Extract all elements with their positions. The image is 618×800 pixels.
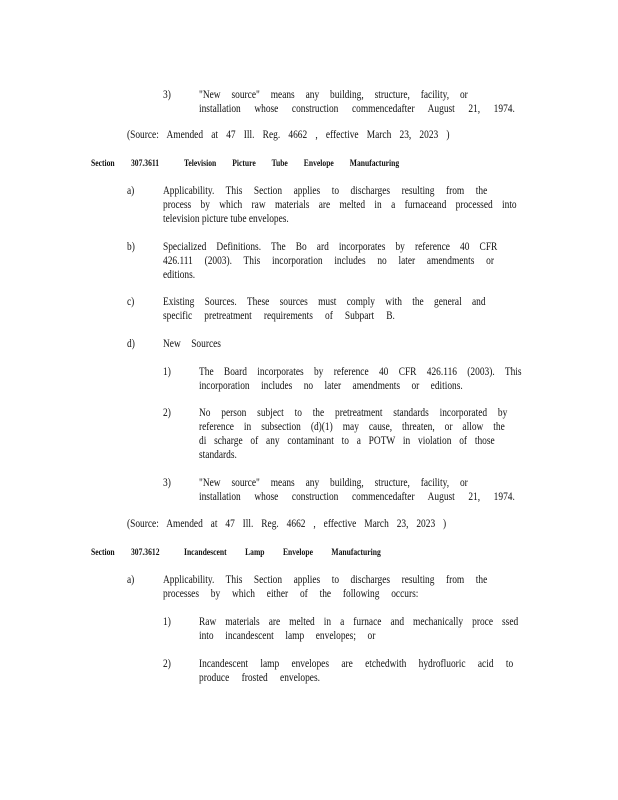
section-label: Section — [91, 159, 115, 169]
paragraph-line: Incandescent lamp envelopes are etchedwith hydrofluoric acid to — [199, 658, 514, 670]
paragraph-line: New Sources — [163, 338, 221, 350]
paragraph-line: processes by which either of the following occurs: — [163, 588, 419, 600]
item-number: a) — [127, 185, 135, 197]
item-number: c) — [127, 296, 135, 308]
paragraph-line: 426.111 (2003). This incorporation includes no later amendments or — [163, 255, 494, 267]
paragraph-line: The Board incorporates by reference 40 CFR 426.116 (2003). This — [199, 366, 522, 378]
section-number: 307.3612 — [131, 548, 160, 558]
paragraph-line: installation whose construction commencedafter August 21, 1974. — [199, 491, 515, 503]
paragraph-line: reference in subsection (d)(1) may cause, threaten, or allow the — [199, 421, 505, 433]
paragraph-line: Existing Sources. These sources must comply with the general and — [163, 296, 486, 308]
section-title: Incandescent Lamp Envelope Manufacturing — [184, 548, 381, 558]
section-number: 307.3611 — [131, 159, 160, 169]
paragraph-line: television picture tube envelopes. — [163, 213, 289, 225]
paragraph-line: Applicability. This Section applies to discharges resulting from the — [163, 574, 488, 586]
item-number: 2) — [163, 658, 171, 670]
paragraph-line: incorporation includes no later amendments or editions. — [199, 380, 463, 392]
item-number: d) — [127, 338, 135, 350]
paragraph-line: process by which raw materials are melted in a furnaceand processed into — [163, 199, 517, 211]
paragraph-line: standards. — [199, 449, 237, 461]
section-title: Television Picture Tube Envelope Manufacturing — [184, 159, 400, 169]
item-number: a) — [127, 574, 135, 586]
item-number: 1) — [163, 366, 171, 378]
item-number: 1) — [163, 616, 171, 628]
paragraph-line: "New source" means any building, structure, facility, or — [199, 477, 468, 489]
paragraph-line: specific pretreatment requirements of Subpart B. — [163, 310, 395, 322]
item-number: b) — [127, 241, 135, 253]
paragraph-line: "New source" means any building, structure, facility, or — [199, 89, 468, 101]
item-number: 3) — [163, 477, 171, 489]
source-note: (Source: Amended at 47 Ill. Reg. 4662 , effective March 23, 2023 ) — [127, 518, 447, 530]
paragraph-line: di scharge of any contaminant to a POTW in violation of those — [199, 435, 495, 447]
paragraph-line: into incandescent lamp envelopes; or — [199, 630, 376, 642]
paragraph-line: No person subject to the pretreatment standards incorporated by — [199, 407, 508, 419]
section-label: Section — [91, 548, 115, 558]
paragraph-line: editions. — [163, 269, 196, 281]
paragraph-line: installation whose construction commencedafter August 21, 1974. — [199, 103, 515, 115]
paragraph-line: produce frosted envelopes. — [199, 672, 320, 684]
paragraph-line: Specialized Definitions. The Bo ard incorporates by reference 40 CFR — [163, 241, 498, 253]
source-note: (Source: Amended at 47 Ill. Reg. 4662 , effective March 23, 2023 ) — [127, 129, 450, 141]
paragraph-line: Applicability. This Section applies to discharges resulting from the — [163, 185, 488, 197]
item-number: 2) — [163, 407, 171, 419]
paragraph-line: Raw materials are melted in a furnace and mechanically proce ssed — [199, 616, 519, 628]
item-number: 3) — [163, 89, 171, 101]
